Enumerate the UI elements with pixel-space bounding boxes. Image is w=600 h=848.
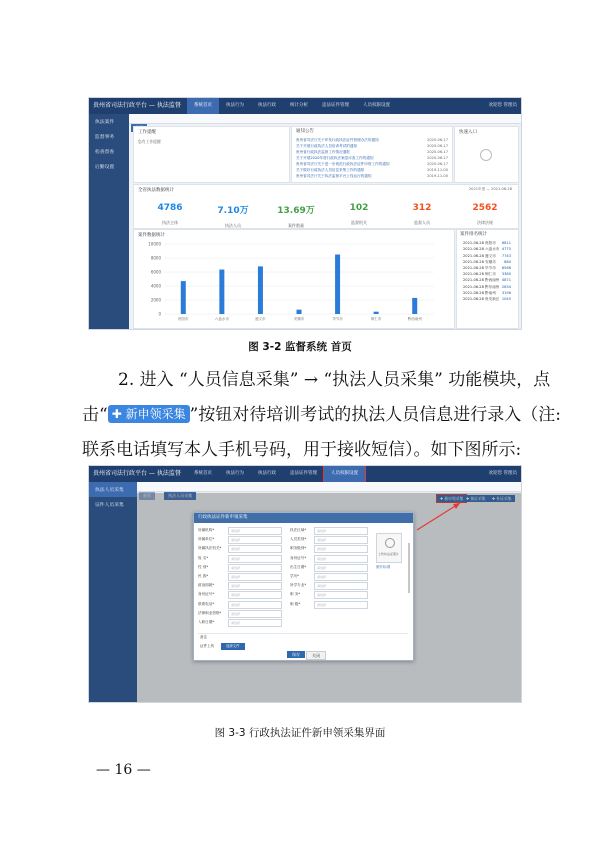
rank-item: 2021-06-28 铜仁市 3380 [463, 272, 511, 277]
page-number: — 16 — [96, 762, 151, 778]
input-placeholder: 请选择 [231, 538, 241, 543]
divider [198, 633, 408, 634]
rank-item: 2021-06-28 黔东南州 2634 [463, 284, 511, 289]
rank-item: 2021-06-28 毕节市 8566 [463, 266, 511, 271]
sidebar-item[interactable]: 检查督查 [95, 150, 115, 155]
form-label: 学历* [290, 574, 299, 578]
photo-upload-box[interactable] [376, 533, 402, 563]
bar[interactable] [335, 255, 340, 315]
stat-label: 执法人员 [225, 223, 241, 228]
stat-value: 4786 [157, 203, 183, 213]
form-input[interactable] [228, 536, 282, 544]
card-title: 案件数据统计 [138, 233, 165, 238]
y-tick-label: 6000 [150, 269, 161, 275]
photo-label: 上传执法证照片 [378, 552, 400, 556]
card-title: 通知公告 [296, 129, 314, 134]
rank-item: 2021-06-28 六盘水市 4775 [463, 247, 511, 252]
x-tick-label: 六盘水市 [214, 317, 229, 321]
stat-value: 102 [349, 203, 369, 213]
rank-list [457, 240, 518, 302]
input-placeholder: 请选择 [231, 565, 241, 570]
nav-item-home[interactable]: 系统首页 [187, 98, 219, 114]
add-shortcut-icon[interactable] [480, 149, 492, 161]
input-placeholder: 请选择 [231, 602, 241, 607]
stats-card [133, 184, 519, 229]
form-input[interactable] [228, 610, 282, 618]
sidebar-item-officer-collect[interactable]: 执法人员采集 [89, 482, 137, 497]
avatar-icon [385, 538, 395, 548]
form-label: 职务级别* [290, 546, 307, 551]
stat-item [455, 203, 515, 226]
sidebar-item[interactable]: 监督事务 [95, 135, 115, 140]
notice-item[interactable]: 贵州省司法厅关于执法监督平台上线运行的通知 2019-11-00 [296, 174, 448, 178]
work-reminder-card [133, 126, 290, 183]
form-label: 身份证号* [198, 592, 215, 597]
form-input[interactable] [314, 555, 368, 563]
y-tick-label: 10000 [148, 241, 161, 247]
nav-item-personnel[interactable]: 人员权限设置 [324, 466, 365, 482]
notice-item[interactable]: 关于开展行政执法人员培训考试的通知 2020-06-17 [296, 144, 448, 148]
form-label: 所学专业* [290, 583, 307, 588]
form-input[interactable] [314, 536, 368, 544]
sidebar-item[interactable]: 后勤设置 [95, 165, 115, 170]
notice-card [291, 126, 453, 183]
x-tick-label: 黔西南州 [407, 317, 422, 321]
form-input[interactable] [228, 555, 282, 563]
rank-value: 6811 [501, 241, 511, 246]
rank-item: 2021-06-28 黔西南州 4871 [463, 278, 511, 283]
rank-value: 880 [504, 259, 511, 264]
nav-item[interactable]: 系统首页 [194, 471, 212, 476]
notice-item[interactable]: 关于开展2020年度行政执法案卷评查工作的通知 2020-06-17 [296, 156, 448, 160]
paragraph-line-3: 联系电话填写本人手机号码，用于接收短信）。如下图所示: [82, 440, 522, 460]
case-chart-card [133, 229, 455, 329]
x-tick-label: 毕节市 [332, 317, 343, 321]
input-placeholder: 请选择 [231, 575, 241, 579]
reissue-button[interactable]: ✚ 补证采集 [489, 495, 515, 502]
y-tick-label: 2000 [150, 297, 161, 303]
form-label: 所属机构* [198, 528, 215, 532]
nav-item[interactable]: 违法证件管理 [322, 103, 349, 108]
tab-officer-collect[interactable]: 执法人员采集 [164, 492, 196, 500]
stat-item [203, 203, 263, 229]
input-placeholder: 请选择 [231, 547, 241, 552]
form-input[interactable] [314, 564, 368, 572]
form-input[interactable] [314, 591, 368, 599]
stat-label: 监督机关 [351, 220, 367, 225]
dashboard-screenshot [88, 97, 522, 330]
bar[interactable] [297, 310, 302, 314]
form-input[interactable] [228, 545, 282, 553]
form-label: 职 级* [290, 601, 301, 606]
input-placeholder: 请选择 [317, 584, 327, 589]
choose-file-button[interactable]: 选择文件 [221, 643, 245, 650]
form-input[interactable] [228, 573, 282, 581]
card-title: 工作提醒 [138, 130, 156, 135]
form-label: 执法区域* [290, 528, 307, 532]
sidebar-item-cert-collect[interactable]: 证件人员采集 [95, 503, 124, 508]
form-input[interactable] [228, 591, 282, 599]
bar[interactable] [412, 298, 417, 314]
form-input[interactable] [314, 527, 368, 535]
rank-value: 4775 [501, 247, 511, 252]
rank-item: 2021-06-28 黔南州 3196 [463, 290, 511, 295]
input-placeholder: 请选择 [317, 565, 327, 570]
form-input[interactable] [314, 601, 368, 609]
rank-item: 2021-06-28 遵义市 7743 [463, 253, 511, 258]
form-label: 所属单位* [198, 537, 215, 542]
remark-label: 备注 [200, 635, 208, 639]
notice-item[interactable]: 贵州省司法厅关于进一步规范行政执法证件申领工作的通知 2020-06-17 [296, 162, 448, 166]
stat-item [140, 203, 200, 226]
save-button[interactable]: 保存 [287, 651, 305, 658]
reminder-text: 您有工作提醒 [138, 139, 161, 144]
form-input[interactable] [228, 564, 282, 572]
rank-value: 1045 [501, 297, 511, 302]
bar[interactable] [258, 266, 263, 314]
form-label: 姓 名* [198, 555, 209, 560]
collection-dialog [193, 512, 414, 661]
rank-value: 3196 [501, 290, 511, 295]
stat-value: 2562 [472, 203, 498, 213]
rank-item: 2021-06-28 安顺市 880 [463, 259, 511, 264]
card-title: 案件排名统计 [460, 232, 487, 237]
rank-item: 2021-06-28 贵安新区 1045 [463, 297, 511, 302]
form-input[interactable] [314, 545, 368, 553]
tab-home[interactable]: 首页 [139, 492, 155, 500]
sidebar-item[interactable]: 执法案件 [95, 120, 115, 125]
x-tick-label: 安顺市 [293, 317, 305, 321]
form-input[interactable] [228, 619, 282, 627]
rank-item: 2021-06-28 贵阳市 6811 [463, 241, 511, 246]
nav-item[interactable]: 执法行为 [226, 471, 244, 476]
x-tick-label: 遵义市 [255, 317, 266, 321]
form-input[interactable] [228, 582, 282, 590]
nav-item[interactable]: 执法行为 [226, 103, 244, 108]
figure-caption-2: 图 3-3 行政执法证件新申领采集界面 [214, 727, 386, 739]
form-label: 入职日期* [198, 620, 215, 624]
stat-label: 监督人员 [414, 220, 430, 225]
figure-caption-1: 图 3-2 监督系统 首页 [248, 341, 352, 353]
bar[interactable] [374, 312, 379, 314]
form-label: 民 族* [198, 574, 209, 578]
dialog-title: 行政执法证件新申领采集 [194, 513, 413, 523]
rank-value: 7743 [501, 253, 511, 258]
form-label: 职 务* [290, 592, 301, 597]
input-placeholder: 请选择 [231, 611, 241, 616]
form-label: 出生日期* [290, 564, 307, 569]
quick-entry-card [454, 126, 519, 183]
input-placeholder: 请选择 [231, 584, 241, 589]
notice-item[interactable]: 贵州省行政执法监督工作情况通报 2020-06-17 [296, 150, 448, 154]
nav-item[interactable]: 人员权限设置 [363, 103, 390, 108]
stats-range: 2021年度 — 2021-06-28 [468, 187, 512, 191]
input-placeholder: 请选择 [231, 593, 241, 598]
rank-value: 4871 [501, 278, 511, 283]
rank-value: 2634 [501, 284, 511, 289]
nav-item[interactable]: 统计分析 [290, 103, 308, 108]
card-title: 快速入口 [459, 130, 477, 135]
rank-card [456, 229, 519, 329]
user-info[interactable]: 欢迎您 管理员 [488, 103, 517, 108]
form-input[interactable] [314, 582, 368, 590]
stat-value: 312 [412, 203, 432, 213]
case-bar-chart [134, 240, 452, 326]
stat-item [329, 203, 389, 226]
form-label: 联系电话* [198, 601, 215, 606]
stat-label: 案件数量 [288, 223, 304, 228]
input-placeholder: 请选择 [317, 538, 327, 543]
x-tick-label: 铜仁市 [370, 317, 382, 321]
collection-screenshot [88, 465, 522, 703]
y-tick-label: 4000 [150, 283, 161, 289]
bar[interactable] [219, 270, 224, 314]
bar[interactable] [181, 281, 186, 314]
stat-item [266, 203, 326, 229]
card-title: 全省执法数据统计 [138, 188, 174, 193]
stat-label: 执法主体 [162, 220, 178, 225]
stat-item [392, 203, 452, 226]
form-label: 性 别* [198, 564, 209, 569]
input-placeholder: 请选择 [317, 602, 327, 607]
rank-value: 8566 [501, 266, 511, 271]
y-tick-label: 0 [158, 311, 161, 317]
form-input[interactable] [228, 601, 282, 609]
form-input[interactable] [314, 573, 368, 581]
input-placeholder: 请选择 [231, 556, 241, 561]
input-placeholder: 请选择 [317, 547, 327, 552]
stat-value: 7.10万 [217, 206, 249, 216]
input-placeholder: 请选择 [317, 556, 327, 561]
form-input[interactable] [228, 527, 282, 535]
nav-item[interactable]: 违法证件管理 [290, 471, 317, 476]
stat-value: 13.69万 [277, 206, 315, 216]
paragraph-line-2: 击“ ✚ 新申领采集 ”按钮对待培训考试的执法人员信息进行录入（注: [82, 405, 561, 425]
form-label: 人员类别* [290, 537, 307, 542]
dialog-scrollbar[interactable] [408, 543, 410, 593]
form-label: 政治面貌* [198, 583, 215, 588]
form-label: 所属执法机关* [198, 546, 222, 551]
input-placeholder: 请选择 [231, 529, 241, 533]
input-placeholder: 请选择 [231, 621, 241, 625]
new-application-button[interactable]: ✚ 新申领采集 [437, 495, 466, 502]
notice-item[interactable]: 关于做好行政执法人员信息采集工作的通知 2019-11-00 [296, 168, 448, 172]
input-placeholder: 请选择 [317, 529, 327, 533]
renew-button[interactable]: ✚ 换证采集 [463, 495, 489, 502]
main-nav [187, 98, 397, 114]
close-button[interactable]: 关闭 [306, 651, 326, 660]
stat-label: 法律法规 [477, 220, 493, 225]
nav-item[interactable]: 执法行政 [258, 471, 276, 476]
input-placeholder: 请选择 [317, 575, 327, 579]
notice-item[interactable]: 贵州省司法厅关于印发行政执法证件管理办法的通知 2020-06-17 [296, 138, 448, 142]
tab-strip [129, 114, 521, 124]
app-title: 贵州省司法行政平台 — 执法监督 [93, 470, 181, 477]
form-label: 身份证号* [290, 555, 307, 560]
photo-standard-link[interactable]: 照片标准 [376, 565, 391, 569]
input-placeholder: 请选择 [317, 593, 327, 598]
sidebar [89, 114, 129, 329]
attach-label: 证件上传 [200, 644, 215, 648]
app-title: 贵州省司法行政平台 — 执法监督 [93, 102, 181, 109]
nav-item[interactable]: 执法行政 [258, 103, 276, 108]
y-tick-label: 8000 [150, 255, 161, 261]
rank-value: 3380 [501, 272, 511, 277]
new-application-button-inline: ✚ 新申领采集 [108, 405, 190, 423]
paragraph-line-1: 2. 进入 “人员信息采集” → “执法人员采集” 功能模块，点 [118, 370, 551, 390]
user-info[interactable]: 欢迎您 管理员 [488, 471, 517, 476]
form-label: 法律职业资格* [198, 610, 222, 615]
top-navbar [89, 98, 521, 114]
x-tick-label: 贵阳市 [178, 317, 189, 321]
